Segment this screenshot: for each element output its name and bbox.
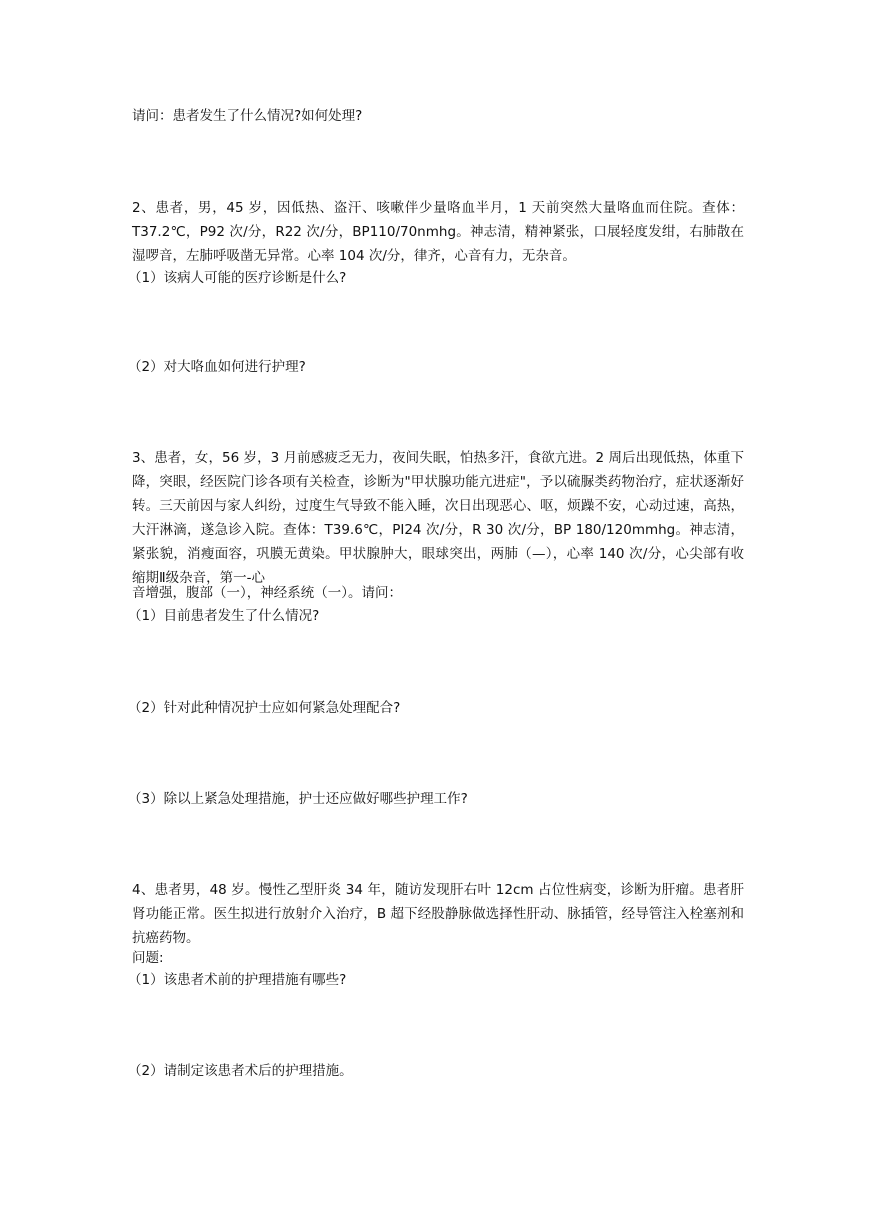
case-4-questions-label: 问题: bbox=[132, 950, 164, 966]
case-3-question-2: （2）针对此种情况护士应如何紧急处理配合? bbox=[128, 700, 401, 716]
case-3-text-continued: 音增强，腹部（一），神经系统（一）。请问： bbox=[132, 585, 402, 601]
case-2-text: 2、患者，男，45 岁，因低热、盗汗、咳嗽伴少量咯血半月，1 天前突然大量咯血而住院。查体：T37.2℃，P92 次/分，R22 次/分，BP110/70nmhg。神志清，精神紧张，口展轻度发绀，右肺散在湿啰音，左肺呼吸凿无异常。心率 104 次/分，律齐，心音有力，无杂音。 bbox=[132, 200, 744, 264]
case-2-question-1: （1）该病人可能的医疗诊断是什么? bbox=[128, 270, 347, 286]
case-3-text: 3、患者，女，56 岁，3 月前感疲乏无力，夜间失眠，怕热多汗，食欲亢进。2 周后出现低热，体重下降，突眼，经医院门诊各项有关检查，诊断为"甲状腺功能亢进症"，予以硫脲类药物治疗，症状逐渐好转。三天前因与家人纠纷，过度生气导致不能入睡，次日出现恶心、呕，烦躁不安，心动过速，高热，大汗淋滴，遂急诊入院。查体：T39.6℃，PI24 次/分，R 30 次/分，BP 180/120mmhg。神志清，紧张貌，消瘦面容，巩膜无黄染。甲状腺肿大，眼球突出，两肺（—），心率 140 次/分，心尖部有收缩期Ⅱ级杂音，第一-心 bbox=[132, 450, 744, 586]
case-4-question-1: （1）该患者术前的护理措施有哪些? bbox=[128, 972, 347, 988]
case-4-text: 4、患者男，48 岁。慢性乙型肝炎 34 年，随访发现肝右叶 12cm 占位性病变，诊断为肝瘤。患者肝肾功能正常。医生拟进行放射介入治疗，B 超下经股静脉做选择性肝动、脉插管，经导管注入栓塞剂和抗癌药物。 bbox=[132, 882, 744, 946]
case-2-question-2: （2）对大咯血如何进行护理? bbox=[128, 359, 306, 375]
intro-question: 请问：患者发生了什么情况?如何处理? bbox=[132, 108, 363, 124]
case-3-question-1: （1）目前患者发生了什么情况? bbox=[128, 608, 320, 624]
case-3-question-3: （3）除以上紧急处理措施，护士还应做好哪些护理工作? bbox=[128, 791, 468, 807]
case-4-question-2: （2）请制定该患者术后的护理措施。 bbox=[128, 1063, 353, 1079]
